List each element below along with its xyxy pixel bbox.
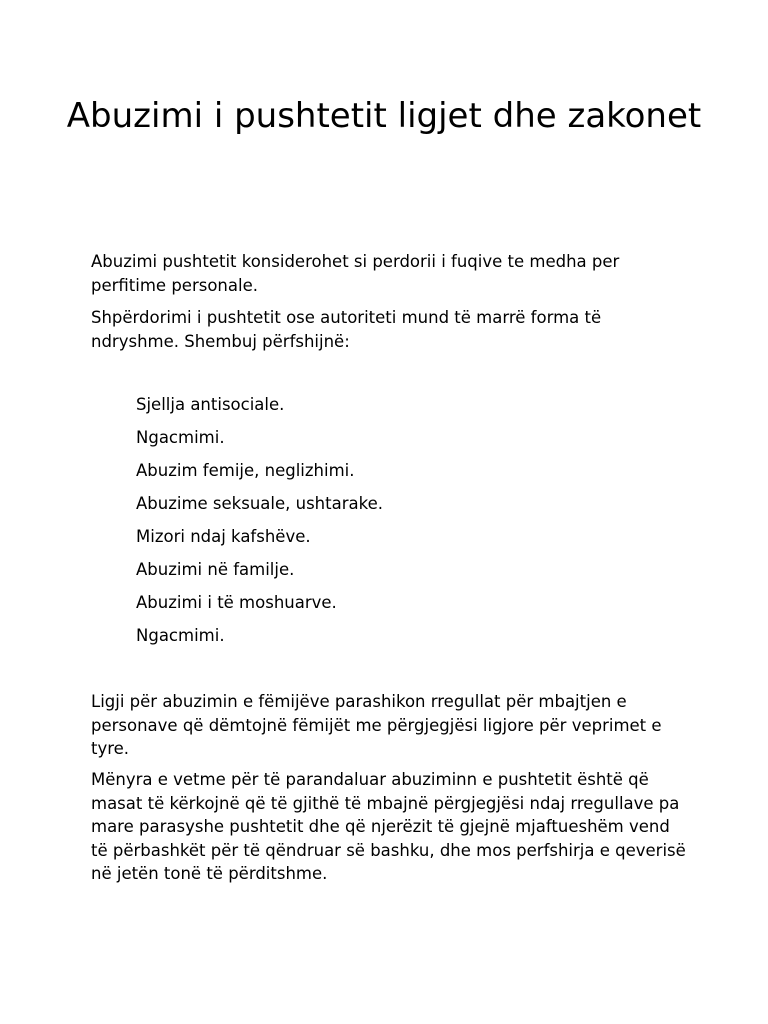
list-item: Abuzime seksuale, ushtarake. [136, 494, 383, 513]
list-item: Sjellja antisociale. [136, 395, 285, 414]
list-item: Mizori ndaj kafshëve. [136, 527, 311, 546]
list-item: Abuzimi në familje. [136, 560, 295, 579]
intro-paragraph-1: Abuzimi pushtetit konsiderohet si perdorii i fuqive te medha per perfitime personale. [91, 252, 620, 295]
closing-paragraph-2: Mënyra e vetme për të parandaluar abuziminn e pushtetit është që masat të kërkojnë që të gjithë të mbajnë përgjegjësi ndaj rregullave pa mare parasyshe pushtetit dhe që njerëzit të gjejnë mjaftueshëm vend të përbashkët për të qëndruar së bashku, dhe mos perfshirja e qeverisë në jetën tonë të përditshme. [91, 770, 686, 883]
examples-list [136, 393, 383, 657]
list-item: Abuzim femije, neglizhimi. [136, 461, 355, 480]
list-item: Ngacmimi. [136, 626, 225, 645]
intro-paragraph-2: Shpërdorimi i pushtetit ose autoriteti mund të marrë forma të ndryshme. Shembuj përfshijnë: [91, 308, 602, 351]
list-item: Ngacmimi. [136, 428, 225, 447]
list-item: Abuzimi i të moshuarve. [136, 593, 337, 612]
page-title: Abuzimi i pushtetit ligjet dhe zakonet [66, 96, 702, 136]
closing-paragraph-1: Ligji për abuzimin e fëmijëve parashikon rregullat për mbajtjen e personave që dëmtojnë fëmijët me përgjegjësi ligjore për veprimet e tyre. [91, 692, 662, 758]
